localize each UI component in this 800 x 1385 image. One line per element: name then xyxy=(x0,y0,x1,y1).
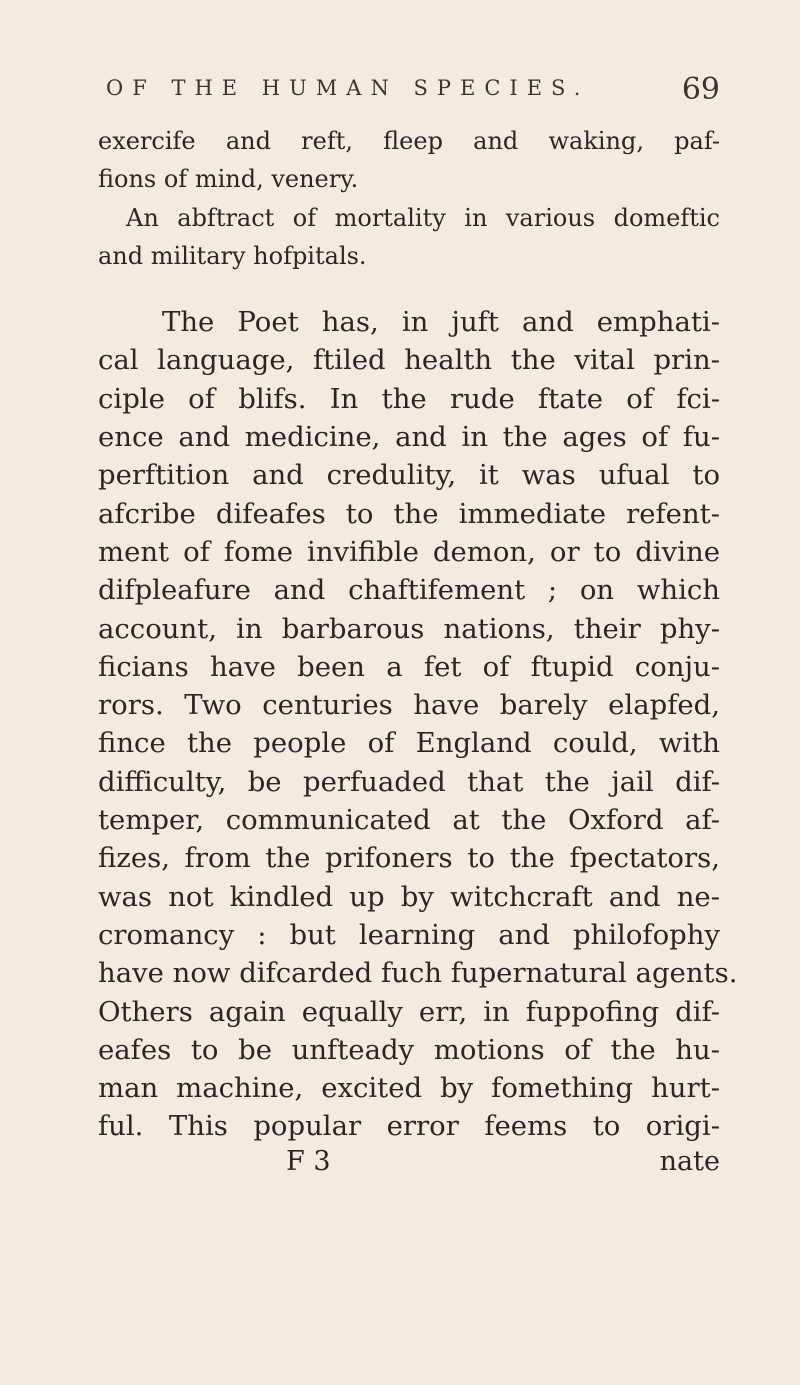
body-text xyxy=(98,122,738,1146)
text-line: fince the people of England could, with xyxy=(98,727,720,760)
text-line: ence and medicine, and in the ages of fu- xyxy=(98,421,720,454)
text-line: ficians have been a fet of ftupid conju- xyxy=(98,650,720,683)
text-line: exercife and reft, fleep and waking, paf- xyxy=(98,127,720,155)
text-line: have now difcarded fuch fupernatural agents. xyxy=(98,957,738,990)
catchword: nate xyxy=(659,1145,720,1177)
text-line: The Poet has, in juft and emphati- xyxy=(162,306,720,339)
text-line: and military hofpitals. xyxy=(98,241,367,270)
text-line: Others again equally err, in fuppofing dif- xyxy=(98,995,720,1028)
text-line: fizes, from the prifoners to the fpectators, xyxy=(98,842,720,875)
text-line: cal language, ftiled health the vital prin- xyxy=(98,344,720,377)
text-line: rors. Two centuries have barely elapfed, xyxy=(98,689,720,722)
text-line: afcribe difeafes to the immediate refent- xyxy=(98,497,720,530)
paragraph xyxy=(98,303,738,1146)
text-line: was not kindled up by witchcraft and ne- xyxy=(98,880,720,913)
text-line: eafes to be unfteady motions of the hu- xyxy=(98,1033,720,1066)
running-head xyxy=(98,72,720,112)
page-footer xyxy=(98,1146,720,1186)
signature-mark: F 3 xyxy=(286,1145,331,1177)
text-line: cromancy : but learning and philofophy xyxy=(98,918,720,951)
text-line: fions of mind, venery. xyxy=(98,165,359,194)
running-head-title: OF THE HUMAN SPECIES. xyxy=(106,76,590,100)
text-line: ciple of blifs. In the rude ftate of fci- xyxy=(98,382,720,415)
text-line: An abftract of mortality in various domeftic xyxy=(126,203,720,232)
text-line: account, in barbarous nations, their phy- xyxy=(98,612,720,645)
text-line: perftition and credulity, it was ufual to xyxy=(98,459,720,492)
text-line: difpleafure and chaftifement ; on which xyxy=(98,574,720,607)
text-line: ment of fome invifible demon, or to divine xyxy=(98,535,720,568)
text-line: ful. This popular error feems to origi- xyxy=(98,1110,720,1143)
text-line: temper, communicated at the Oxford af- xyxy=(98,804,720,837)
contents-list-continuation xyxy=(98,122,720,275)
text-line: man machine, excited by fomething hurt- xyxy=(98,1072,720,1105)
text-line: difficulty, be perfuaded that the jail dif- xyxy=(98,765,720,798)
page-number: 69 xyxy=(681,72,720,107)
